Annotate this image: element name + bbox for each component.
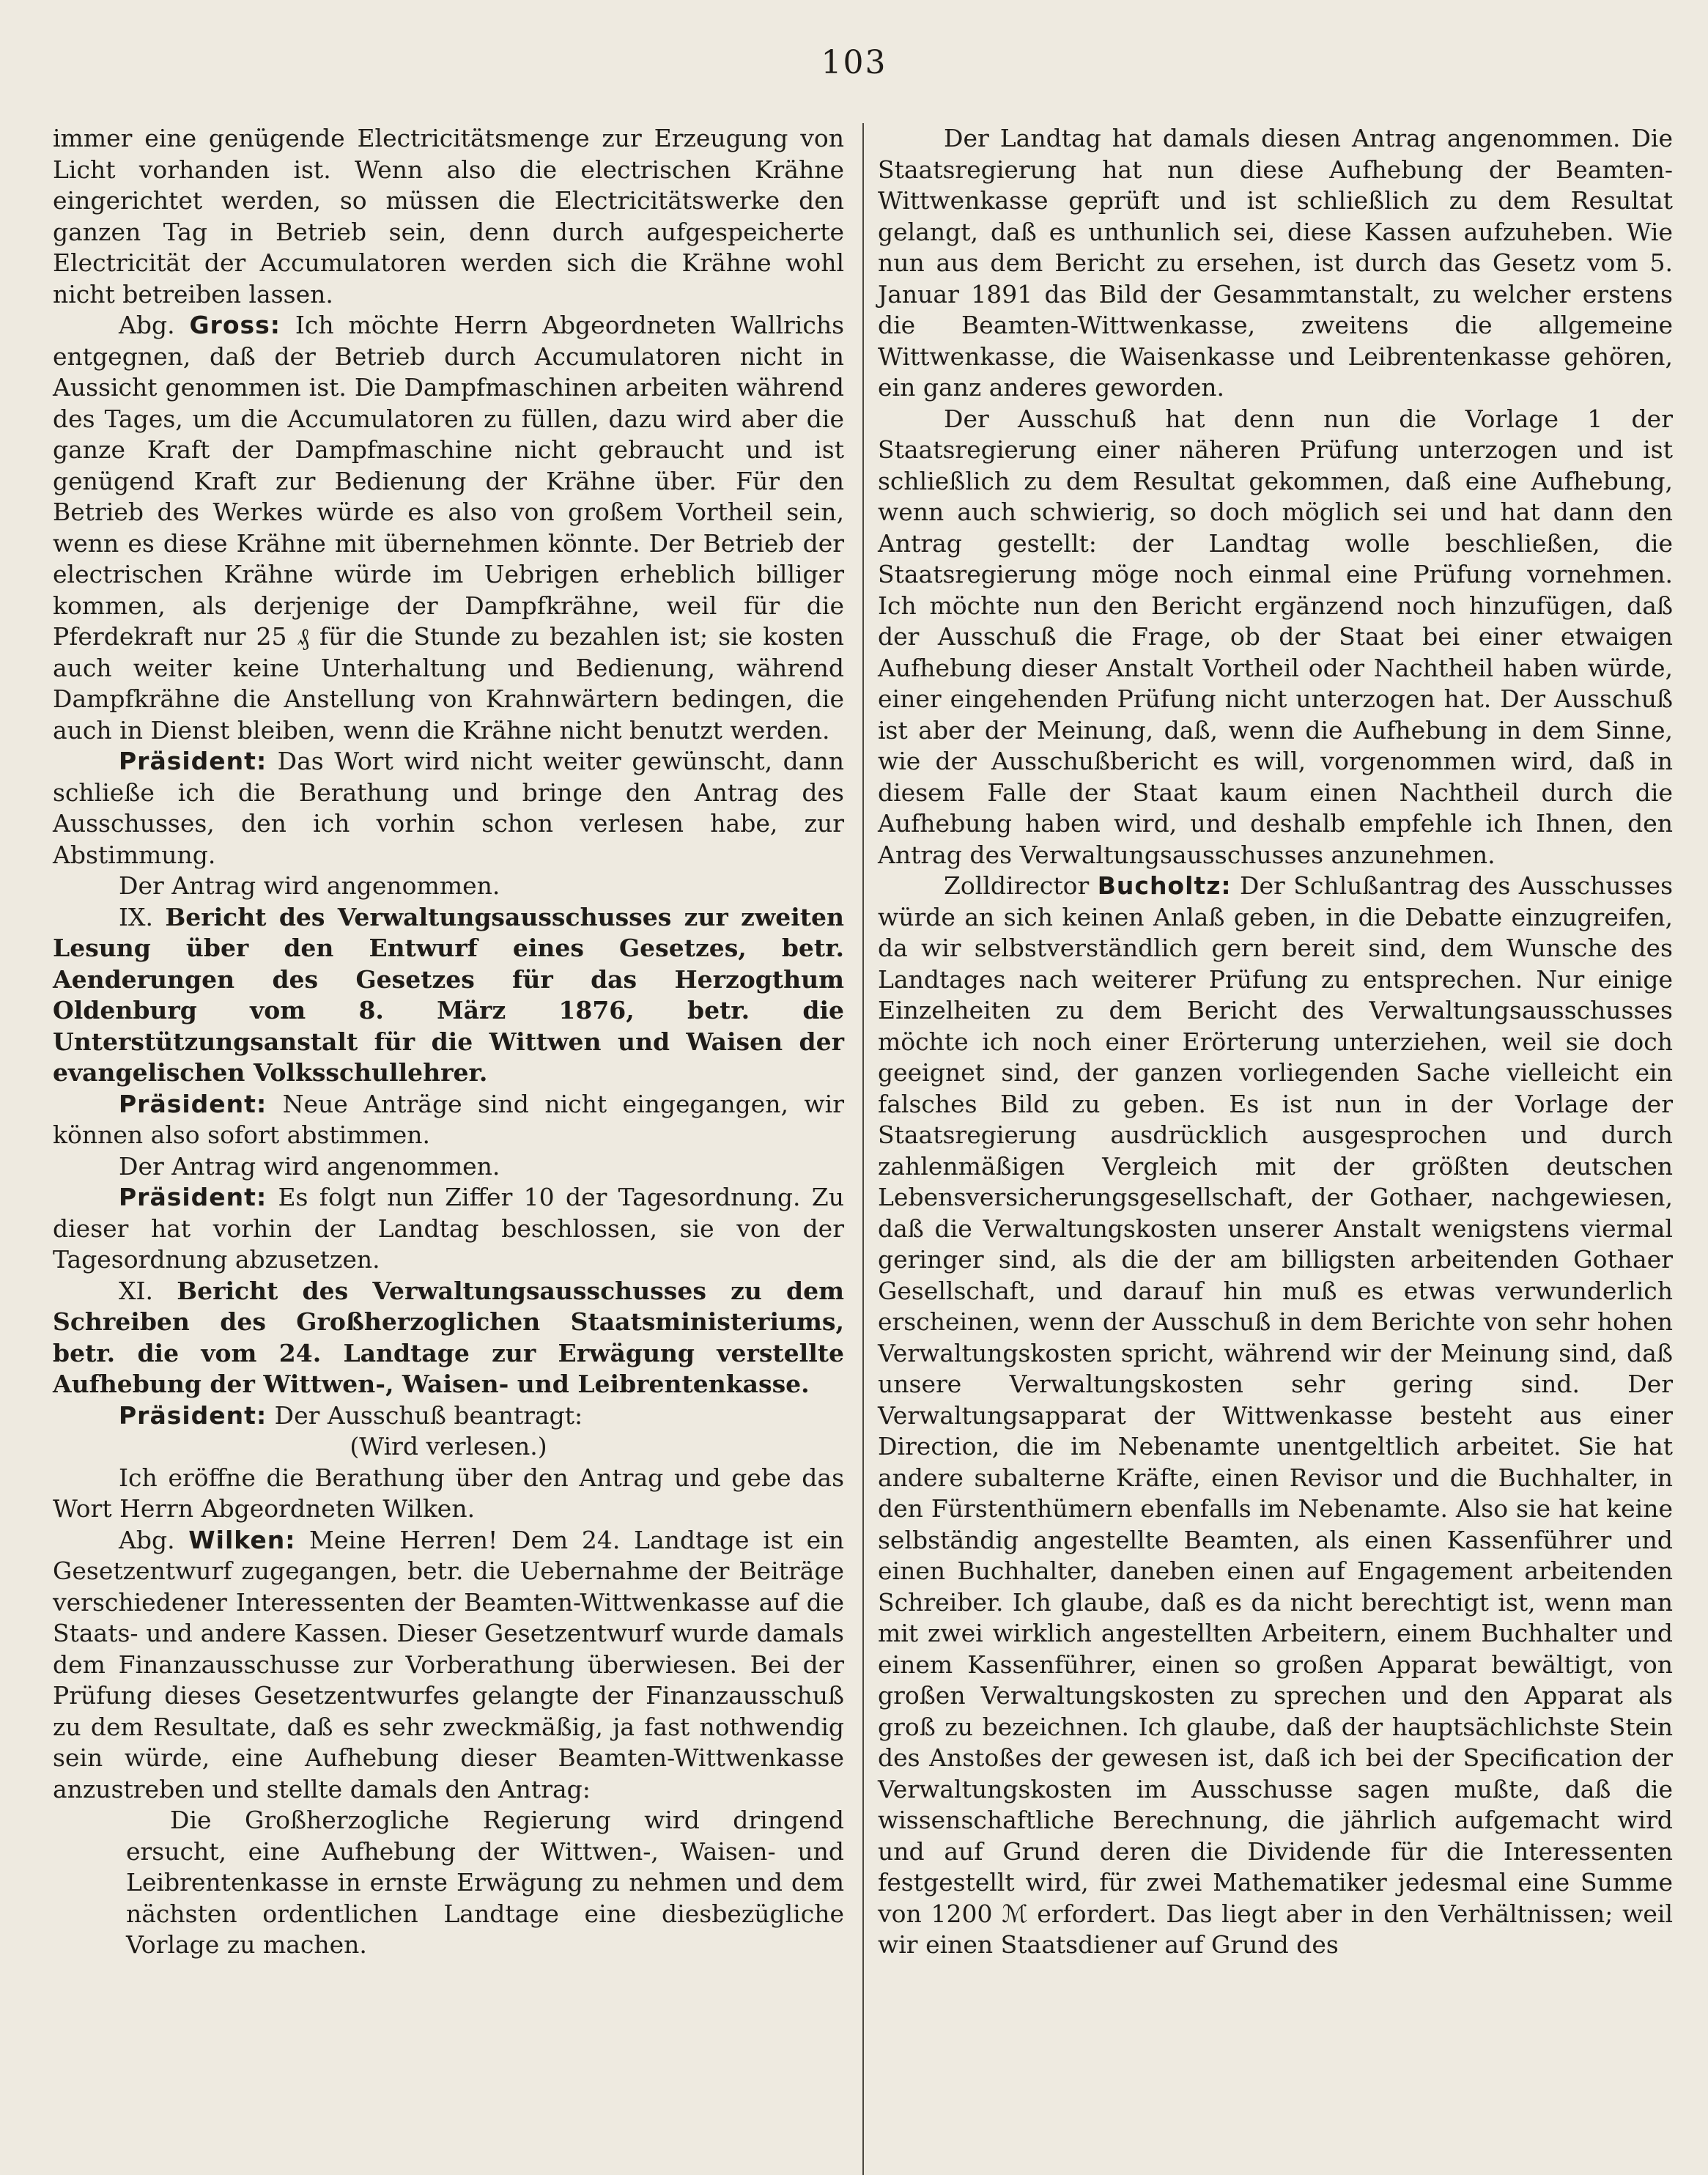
page-number: 103 [821, 44, 887, 81]
paragraph: Ich eröffne die Berathung über den Antrag und gebe das Wort Herrn Abgeordneten Wilken. [53, 1463, 844, 1523]
speaker-name: Bucholtz: [1097, 871, 1232, 900]
agenda-number: XI. [119, 1276, 177, 1305]
agenda-title: Bericht des Verwaltungsausschusses zu dem Schreiben des Großherzoglichen Staatsministeriums, betr. die vom 24. Landtage zur Erwägung verstellte Aufhebung der Wittwen-, Waisen- und Leibrentenkasse. [53, 1276, 844, 1398]
agenda-item [53, 1276, 844, 1400]
speaker-name: Präsident: [119, 1183, 267, 1211]
paragraph: Der Ausschuß hat denn nun die Vorlage 1 der Staatsregierung einer näheren Prüfung unterzogen und ist schließlich zu dem Resultat gekommen, daß eine Aufhebung, wenn auch schwierig, so doch möglich sei und hat dann den Antrag gestellt: der Landtag wolle beschließen, die Staatsregierung möge noch einmal eine Prüfung vornehmen. Ich möchte nun den Bericht ergänzend noch hinzufügen, daß der Ausschuß die Frage, ob der Staat bei einer etwaigen Aufhebung dieser Anstalt Vortheil oder Nachtheil haben würde, einer eingehenden Prüfung nicht unterzogen hat. Der Ausschuß ist aber der Meinung, daß, wenn die Aufhebung in dem Sinne, wie der Ausschußbericht es will, vorgenommen wird, daß in diesem Falle der Staat kaum einen Nachtheil durch die Aufhebung haben wird, und deshalb empfehle ich Ihnen, den Antrag des Verwaltungsausschusses anzunehmen. [878, 404, 1673, 869]
quoted-motion: Die Großherzogliche Regierung wird dringend ersucht, eine Aufhebung der Wittwen-, Waisen- und Leibrentenkasse in ernste Erwägung zu nehmen und dem nächsten ordentlichen Landtage eine diesbezügliche Vorlage zu machen. [126, 1806, 844, 1959]
speech-text: Das Wort wird nicht weiter gewünscht, dann schließe ich die Berathung und bringe den Antrag des Ausschusses, den ich vorhin schon verlesen habe, zur Abstimmung. [53, 747, 844, 869]
speaker-name: Gross: [189, 311, 281, 339]
agenda-number: IX. [119, 902, 166, 931]
left-column [53, 123, 844, 1961]
paragraph: Der Antrag wird angenommen. [119, 1151, 500, 1181]
speaker-name: Wilken: [188, 1525, 296, 1554]
column-divider [862, 123, 864, 2175]
paragraph: Der Antrag wird angenommen. [119, 871, 500, 900]
paragraph [53, 1089, 844, 1151]
speech-text: Der Schlußantrag des Ausschusses würde an sich keinen Anlaß geben, in die Debatte einzugreifen, da wir selbstverständlich gern bereit sind, dem Wunsche des Landtages nach weiterer Prüfung zu entsprechen. Nur einige Einzelheiten zu dem Bericht des Verwaltungsausschusses möchte ich noch einer Erörterung unterziehen, weil sie doch geeignet sind, der ganzen vorliegenden Sache vielleicht ein falsches Bild zu geben. Es ist nun in der Vorlage der Staatsregierung ausdrücklich ausgesprochen und durch zahlenmäßigen Vergleich mit der größten deutschen Lebensversicherungsgesellschaft, der Gothaer, nachgewiesen, daß die Verwaltungskosten unserer Anstalt wenigstens viermal geringer sind, als die der am billigsten arbeitenden Gothaer Gesellschaft, und darauf hin muß es etwas verwunderlich erscheinen, wenn der Ausschuß in dem Berichte von sehr hohen Verwaltungskosten spricht, während wir der Meinung sind, daß unsere Verwaltungskosten sehr gering sind. Der Verwaltungsapparat der Wittwenkasse besteht aus einer Direction, die im Nebenamte unentgeltlich arbeitet. Sie hat andere subalterne Kräfte, einen Revisor und die Buchhalter, in den Fürstenthümern ebenfalls im Nebenamte. Also sie hat keine selbständig angestellte Beamten, als einen Kassenführer und einen Buchhalter, daneben einen auf Engagement arbeitenden Schreiber. Ich glaube, daß es da nicht berechtigt ist, wenn man mit zwei wirklich angestellten Arbeitern, einem Buchhalter und einem Kassenführer, einen so großen Apparat bewältigt, von großen Verwaltungskosten zu sprechen und den Apparat als groß zu bezeichnen. Ich glaube, daß der hauptsächlichste Stein des Anstoßes der gewesen ist, daß ich bei der Specification der Verwaltungskosten im Ausschusse sagen mußte, daß die wissenschaftliche Berechnung, die jährlich aufgemacht wird und auf Grund deren die Dividende für die Interessenten festgestellt wird, für zwei Mathematiker jedesmal eine Summe von 1200 ℳ erfordert. Das liegt aber in den Verhältnissen; weil wir einen Staatsdiener auf Grund des [878, 871, 1674, 1959]
speaker-name: Präsident: [119, 1089, 267, 1118]
paragraph [53, 310, 844, 746]
agenda-title: Bericht des Verwaltungsausschusses zur zweiten Lesung über den Entwurf eines Gesetzes, betr. Aenderungen des Gesetzes für das Herzogthum Oldenburg vom 8. März 1876, betr. die Unterstützungsanstalt für die Wittwen und Waisen der evangelischen Volksschullehrer. [53, 902, 845, 1087]
paragraph: Der Landtag hat damals diesen Antrag angenommen. Die Staatsregierung hat nun diese Aufhebung der Beamten-Wittwenkasse geprüft und ist schließlich zu dem Resultat gelangt, daß es unthunlich sei, diese Kassen aufzuheben. Wie nun aus dem Bericht zu ersehen, ist durch das Gesetz vom 5. Januar 1891 das Bild der Gesammtanstalt, zu welcher erstens die Beamten-Wittwenkasse, zweitens die allgemeine Wittwenkasse, die Waisenkasse und Leibrentenkasse gehören, ein ganz anderes geworden. [878, 124, 1673, 402]
right-column [878, 123, 1673, 1961]
speaker-title: Abg. [119, 311, 190, 339]
speaker-name: Präsident: [119, 1400, 267, 1430]
speech-text: Der Ausschuß beantragt: [267, 1400, 583, 1430]
speech-text: Neue Anträge sind nicht eingegangen, wir können also sofort abstimmen. [53, 1089, 844, 1149]
paragraph [53, 746, 844, 871]
agenda-item [53, 902, 844, 1089]
speech-text: Meine Herren! Dem 24. Landtage ist ein Gesetzentwurf zugegangen, betr. die Uebernahme der Beiträge verschiedener Interessenten der Beamten-Wittwenkasse auf die Staats- und andere Kassen. Dieser Gesetzentwurf wurde damals dem Finanzausschusse zur Vorberathung überwiesen. Bei der Prüfung dieses Gesetzentwurfes gelangte der Finanzausschuß zu dem Resultate, daß es sehr zweckmäßig, ja fast nothwendig sein würde, eine Aufhebung dieser Beamten-Wittwenkasse anzustreben und stellte damals den Antrag: [53, 1525, 844, 1803]
speech-text: Ich möchte Herrn Abgeordneten Wallrichs entgegnen, daß der Betrieb durch Accumulatoren nicht in Aussicht genommen ist. Die Dampfmaschinen arbeiten während des Tages, um die Accumulatoren zu füllen, dazu wird aber die ganze Kraft der Dampfmaschine nicht gebraucht und ist genügend Kraft zur Bedienung der Krähne über. Für den Betrieb des Werkes würde es also von großem Vortheil sein, wenn es diese Krähne mit übernehmen könnte. Der Betrieb der electrischen Krähne würde im Uebrigen erheblich billiger kommen, als derjenige der Dampfkrähne, weil für die Pferdekraft nur 25 ₰ für die Stunde zu bezahlen ist; sie kosten auch weiter keine Unterhaltung und Bedienung, während Dampfkrähne die Anstellung von Krahnwärtern bedingen, die auch in Dienst bleiben, wenn die Krähne nicht benutzt werden. [53, 311, 845, 745]
speaker-title: Zolldirector [944, 871, 1098, 900]
paragraph [878, 871, 1673, 1961]
speech-text: Es folgt nun Ziffer 10 der Tagesordnung. Zu dieser hat vorhin der Landtag beschlossen, sie von der Tagesordnung abzusetzen. [53, 1183, 844, 1274]
paragraph [53, 1525, 844, 1806]
paragraph [53, 1182, 844, 1276]
stage-note: (Wird verlesen.) [350, 1432, 547, 1461]
speaker-name: Präsident: [119, 747, 267, 775]
paragraph [53, 1400, 844, 1432]
speaker-title: Abg. [119, 1525, 189, 1554]
paragraph: immer eine genügende Electricitätsmenge zur Erzeugung von Licht vorhanden ist. Wenn also die electrischen Krähne eingerichtet werden, so müssen die Electricitätswerke den ganzen Tag in Betrieb sein, denn durch aufgespeicherte Electricität der Accumulatoren werden sich die Krähne wohl nicht betreiben lassen. [53, 124, 844, 309]
